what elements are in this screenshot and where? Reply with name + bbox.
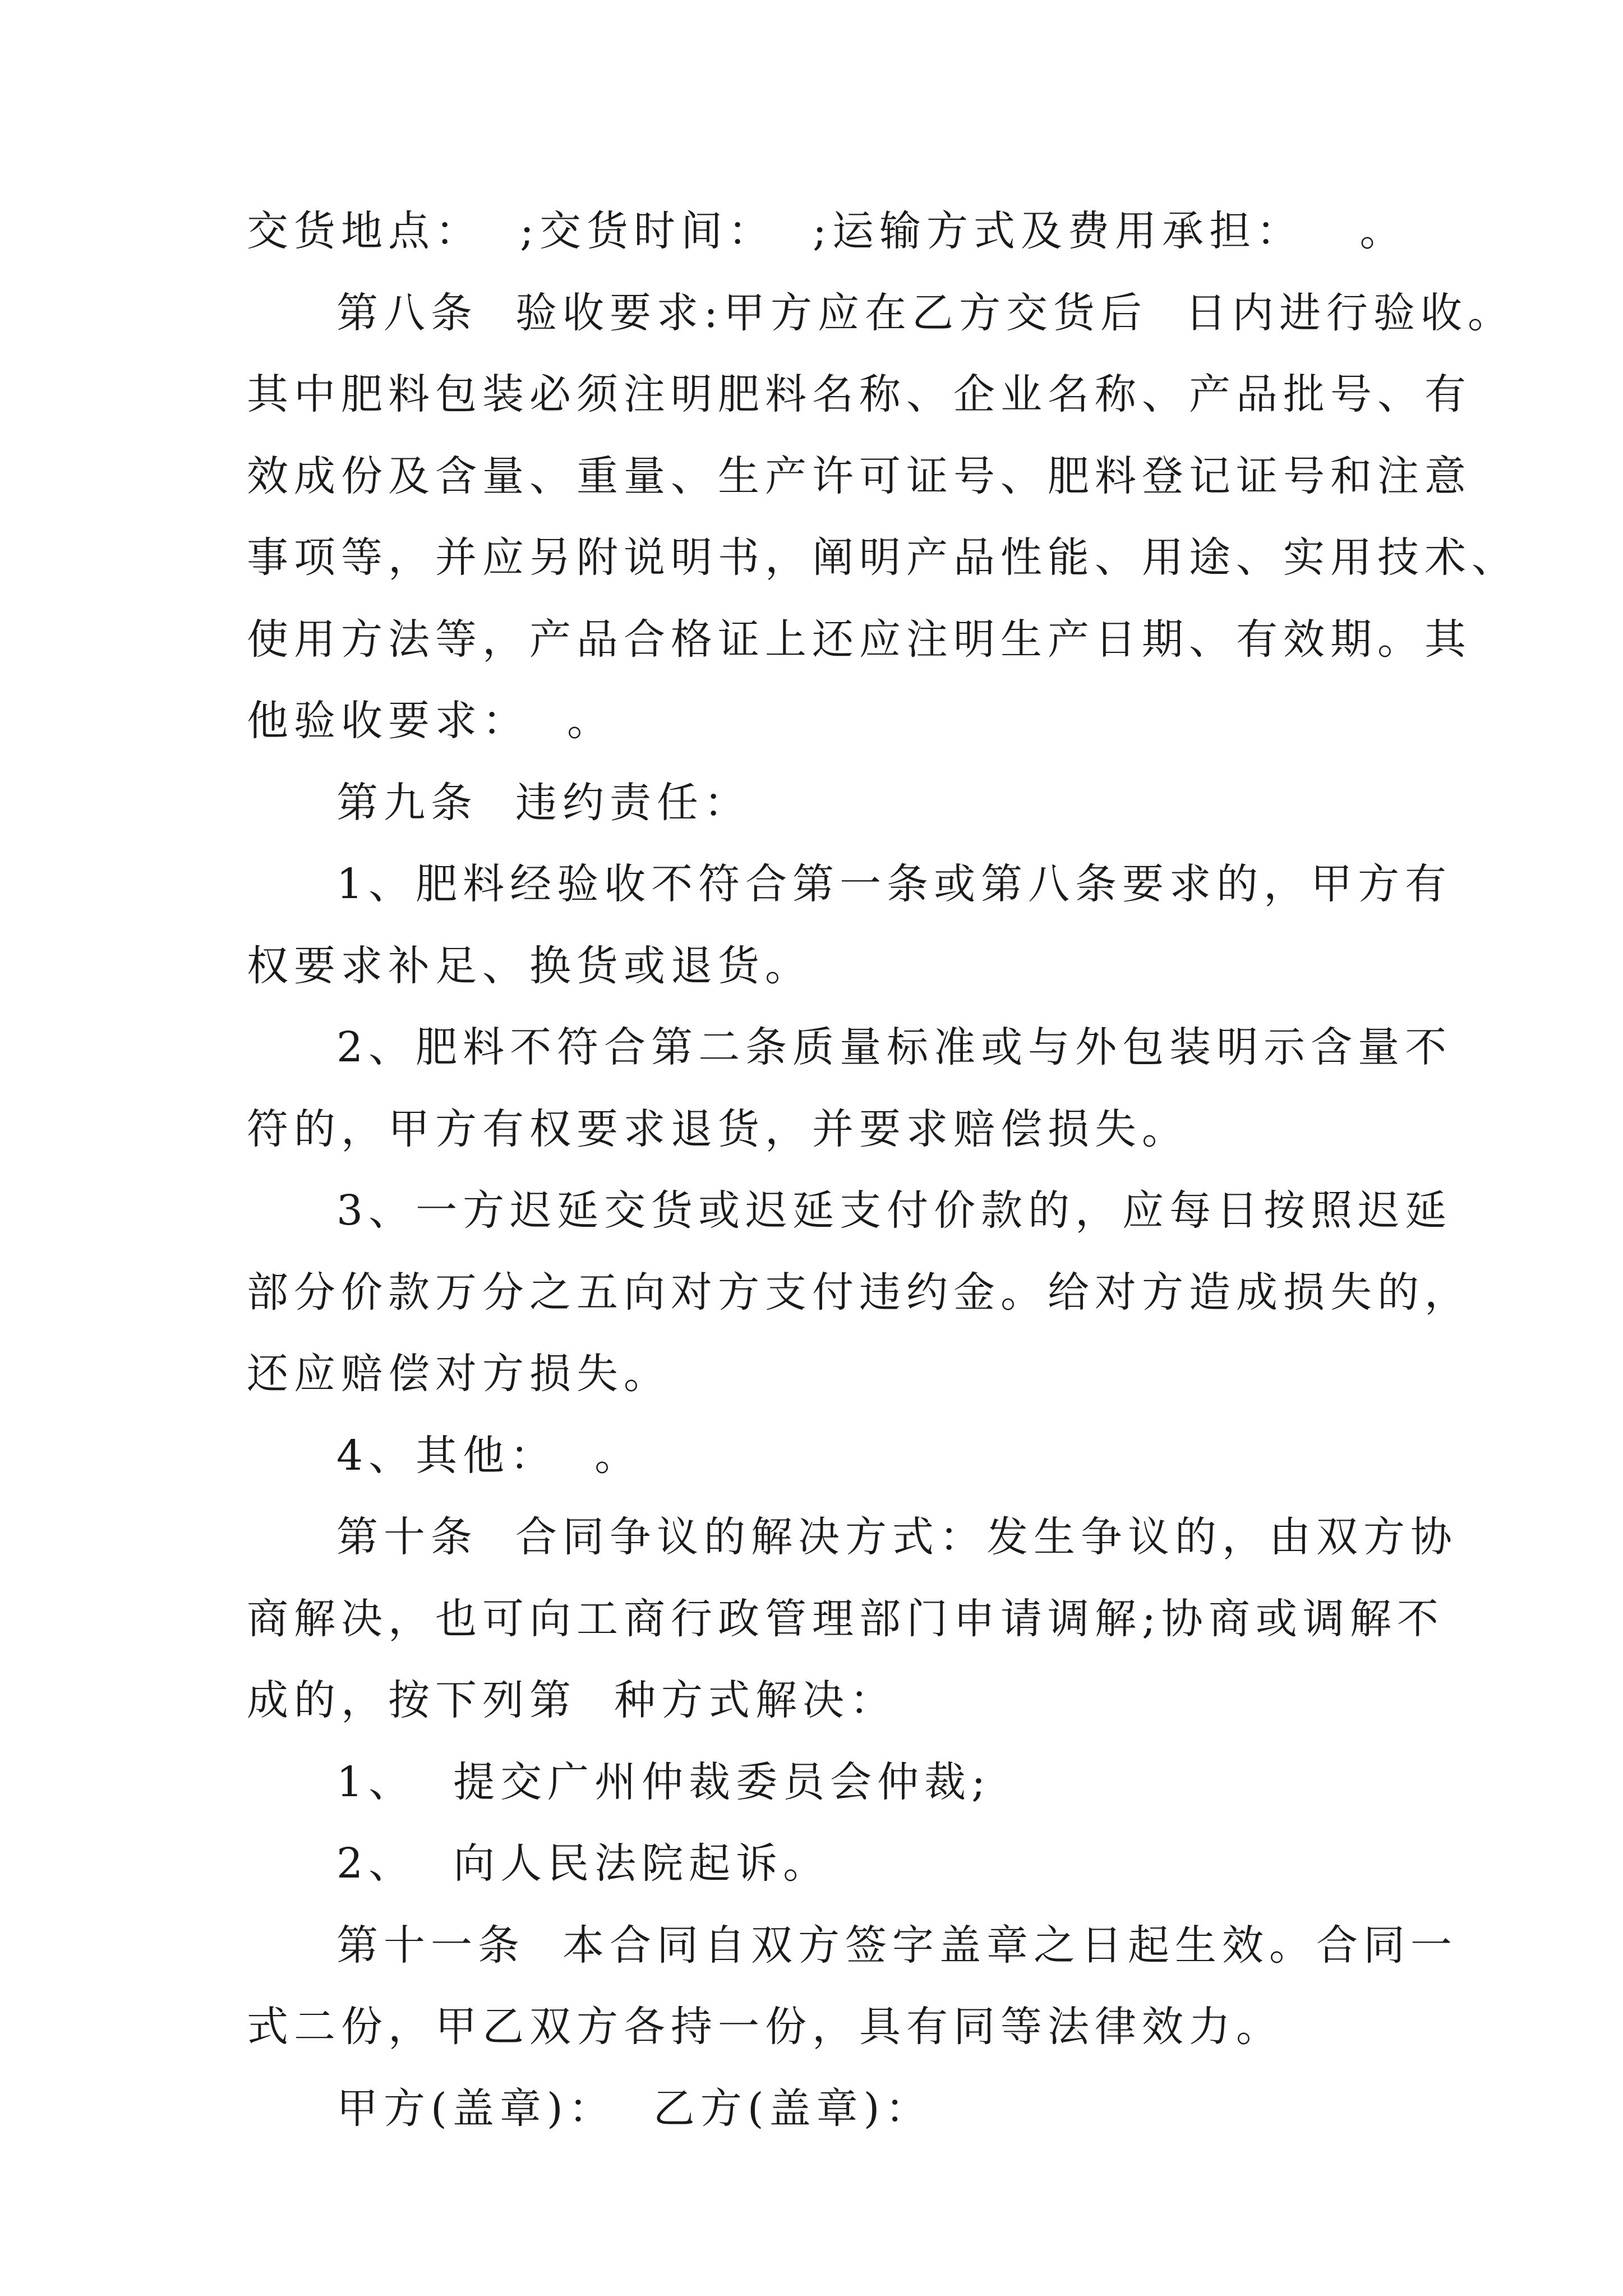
- document-body: [247, 191, 1519, 2150]
- paragraph-article-8: [247, 273, 1519, 762]
- text-line: 其中肥料包装必须注明肥料名称、企业名称、产品批号、有: [247, 370, 1472, 418]
- text-line: 式二份，甲乙双方各持一份，具有同等法律效力。: [247, 2003, 1283, 2051]
- text-line: 第九条 违约责任：: [336, 778, 751, 827]
- text-line: 1、 提交广州仲裁委员会仲裁;: [336, 1757, 992, 1806]
- paragraph-article-10: [247, 1497, 1458, 1742]
- text-line: 他验收要求： 。: [247, 697, 615, 745]
- text-line: 交货地点： ;交货时间： ;运输方式及费用承担： 。: [247, 207, 1407, 255]
- text-line: 3、一方迟延交货或迟延支付价款的，应每日按照迟延: [336, 1186, 1453, 1235]
- paragraph-article-11: [247, 1905, 1458, 2068]
- paragraph-article-9-2: [247, 1007, 1453, 1170]
- text-line: 商解决，也可向工商行政管理部门申请调解;协商或调解不: [247, 1594, 1444, 1643]
- text-line: 2、 向人民法院起诉。: [336, 1839, 831, 1888]
- text-line: 甲方(盖章)： 乙方(盖章)：: [336, 2084, 933, 2133]
- text-line: 2、肥料不符合第二条质量标准或与外包装明示含量不: [336, 1023, 1453, 1071]
- paragraph-signatures: [247, 2068, 1447, 2150]
- text-line: 还应赔偿对方损失。: [247, 1350, 671, 1398]
- paragraph-delivery: [247, 191, 1447, 273]
- text-line: 符的，甲方有权要求退货，并要求赔偿损失。: [247, 1105, 1189, 1153]
- text-line: 4、其他： 。: [336, 1431, 642, 1480]
- text-line: 第十一条 本合同自双方签字盖章之日起生效。合同一: [336, 1921, 1458, 1970]
- paragraph-article-9-4: [247, 1415, 1447, 1497]
- paragraph-article-10-2: [247, 1823, 1447, 1905]
- paragraph-article-10-1: [247, 1742, 1447, 1824]
- text-line: 事项等，并应另附说明书，阐明产品性能、用途、实用技术、: [247, 533, 1519, 582]
- paragraph-article-9-3: [247, 1170, 1472, 1415]
- paragraph-article-9-1: [247, 844, 1453, 1007]
- paragraph-article-9: [247, 762, 1447, 844]
- text-line: 使用方法等，产品合格证上还应注明生产日期、有效期。其: [247, 615, 1472, 664]
- text-line: 效成份及含量、重量、生产许可证号、肥料登记证号和注意: [247, 452, 1472, 500]
- text-line: 权要求补足、换货或退货。: [247, 941, 812, 990]
- text-line: 部分价款万分之五向对方支付违约金。给对方造成损失的，: [247, 1268, 1472, 1317]
- text-line: 1、肥料经验收不符合第一条或第八条要求的，甲方有: [336, 860, 1453, 908]
- text-line: 成的，按下列第 种方式解决：: [247, 1676, 897, 1724]
- text-line: 第八条 验收要求:甲方应在乙方交货后 日内进行验收。: [336, 288, 1515, 337]
- text-line: 第十条 合同争议的解决方式：发生争议的，由双方协: [336, 1513, 1458, 1561]
